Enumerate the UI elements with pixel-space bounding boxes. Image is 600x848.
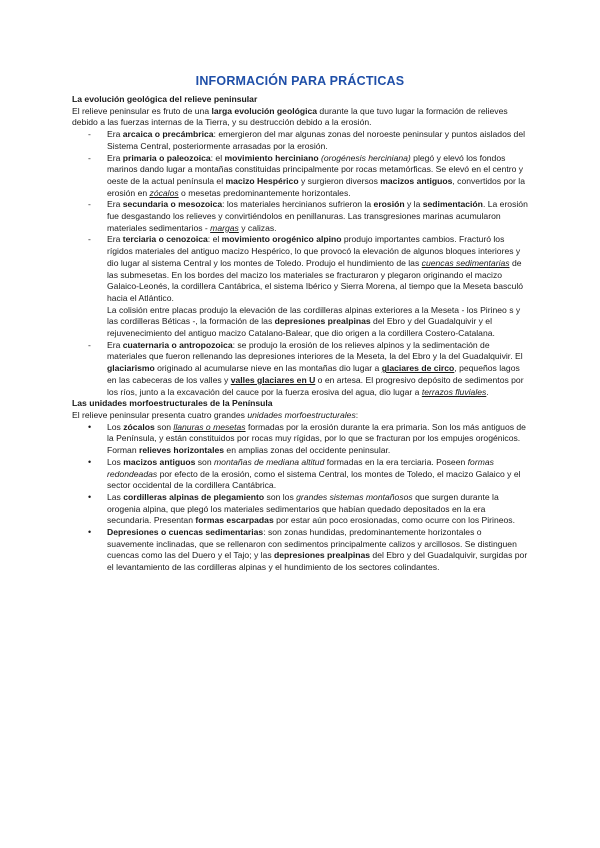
list-item: • Depresiones o cuencas sedimentarias: son zonas hundidas, predominantemente horizontales o suavemente inclinadas, que se rellenaron con sedimentos principalmente calizos y arcillosos. Se distinguen cuencas como las del Duero y el Tajo; y las depresiones prealpinas del Ebro y del Guadalquivir, surgidas por el levantamiento de las cordilleras alpinas y el hundimiento de los sectores colindantes. xyxy=(88,527,528,573)
section-intro: El relieve peninsular es fruto de una larga evolución geológica durante la que tuvo lugar la formación de relieves debido a las fuerzas internas de la Tierra, y su destrucción debido a la erosión. xyxy=(72,105,508,128)
bullet-marker: • xyxy=(88,527,92,538)
list-item: • Los macizos antiguos son montañas de mediana altitud formadas en la era terciaria. Poseen formas redondeadas por efecto de la erosión, como el sistema Central, los montes de Toledo, el macizo Galaico y el sector occidental de la cordillera Cantábrica. xyxy=(88,456,521,491)
list-item: - Era cuaternaria o antropozoica: se produjo la erosión de los relieves alpinos y la sedimentación de materiales que fueron rellenando las depresiones interiores de la Meseta, la del Ebro y la del Guadalquivir. El glaciarismo originado al acumularse nieve en las montañas dio lugar a glaciares de circo, pequeños lagos en las cabeceras de los valles y valles glaciares en U o en artesa. El progresivo depósito de sedimentos por los ríos, junto a la excavación del cauce por la fuerza erosiva del agua, dio lugar a terrazos fluviales. xyxy=(88,339,524,397)
dash-marker: - xyxy=(88,234,91,245)
units-list xyxy=(72,422,528,574)
list-item: • Los zócalos son llanuras o mesetas formadas por la erosión durante la era primaria. Son los más antiguos de la Península, y están constituidos por rocas muy rígidas, por lo que se fracturan por los empujes orogénicos. Forman relieves horizontales en amplias zonas del occidente peninsular. xyxy=(88,421,526,456)
section-intro: El relieve peninsular presenta cuatro grandes unidades morfoestructurales: xyxy=(72,409,359,420)
page-title: INFORMACIÓN PARA PRÁCTICAS xyxy=(195,74,405,88)
list-item: - Era arcaica o precámbrica: emergieron del mar algunas zonas del noroeste peninsular y puntos aislados del Sistema Central, posteriormente arrasadas por la erosión. xyxy=(88,129,526,151)
list-item: - Era terciaria o cenozoica: el movimiento orogénico alpino produjo importantes cambios. Fracturó los rígidos materiales del antiguo macizo Hespérico, lo que provocó la elevación de algunos bloques interiores y dio lugar al sistema Central y los montes de Toledo. Produjo el hundimiento de las cuencas sedimentarias de las submesetas. En los bordes del macizo los materiales se fracturaron y plegaron originando el macizo Galaico-Leonés, la cordillera Cantábrica, el sistema Ibérico y Sierra Morena, al tiempo que la Meseta basculó hacia el Atlántico. La colisión entre placas produjo la elevación de las cordilleras alpinas exteriores a la Meseta - los Pirineo s y las cordilleras Béticas -, la formación de las depresiones prealpinas del Ebro y del Guadalquivir y el rejuvenecimiento del antiguo macizo Catalano-Balear, que dio origen a la cordillera Costero-Catalana. xyxy=(88,234,524,339)
section-evolution xyxy=(72,94,528,398)
era-list xyxy=(72,129,528,398)
bullet-marker: • xyxy=(88,421,92,432)
bullet-marker: • xyxy=(88,491,92,502)
section-heading: Las unidades morfoestructurales de la Península xyxy=(72,398,273,409)
list-item: • Las cordilleras alpinas de plegamiento son los grandes sistemas montañosos que surgen durante la orogenia alpina, que plegó los materiales sedimentarios que habían quedado depositados en la era secundaria. Presentan formas escarpadas por estar aún poco erosionadas, como ocurre con los Pirineos. xyxy=(88,491,515,526)
bullet-marker: • xyxy=(88,456,92,467)
section-units xyxy=(72,398,528,574)
dash-marker: - xyxy=(88,152,91,163)
section-heading: La evolución geológica del relieve peninsular xyxy=(72,94,258,104)
dash-marker: - xyxy=(88,129,91,140)
list-item: - Era primaria o paleozoica: el movimiento herciniano (orogénesis herciniana) plegó y elevó los fondos marinos dando lugar a montañas constituidas principalmente por rocas metamórficas. Se elevó en el centro y oeste de la actual península el macizo Hespérico y surgieron diversos macizos antiguos, convertidos por la erosión en zócalos o mesetas predominantemente horizontales. xyxy=(88,152,525,198)
dash-marker: - xyxy=(88,339,91,350)
dash-marker: - xyxy=(88,199,91,210)
list-item: - Era secundaria o mesozoica: los materiales hercinianos sufrieron la erosión y la sedimentación. La erosión fue desgastando los relieves y convirtiéndolos en penillanuras. Las transgresiones marinas acumularon materiales sedimentarios - margas y calizas. xyxy=(88,199,528,233)
